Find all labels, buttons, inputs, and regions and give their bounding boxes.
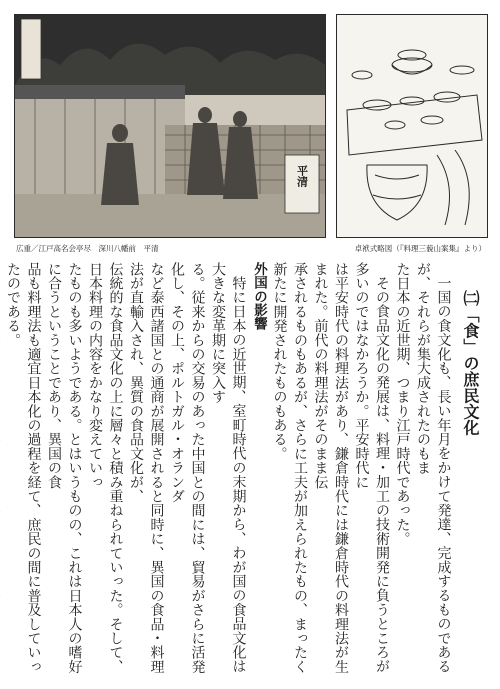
body-paragraph: る。従来からの交易のあった中国との間には、貿易がさらに活発化し、その上、ポルトガル・オランダ [169, 262, 206, 674]
body-paragraph: は平安時代の料理法があり、鎌倉時代には鎌倉時代の料理法が生まれた。前代の料理法がそのまま伝 [312, 262, 349, 674]
body-paragraph: たものも多いようである。とはいうものの、これは日本人の嗜好に合うということであり、異国の食 [46, 262, 83, 674]
table-layout-figure [336, 14, 488, 238]
right-figure-caption [324, 243, 486, 255]
print-seal-text: 平清 [295, 165, 309, 187]
body-paragraph: 一国の食文化も、長い年月をかけて発達、完成するものであるが、それらが集大成されたのもま [415, 262, 452, 674]
vertical-body-text [5, 262, 486, 676]
woodblock-print-illustration [15, 15, 325, 237]
section-title: ㈡「食」の庶民文化 [461, 290, 480, 436]
body-paragraph: 承されるものもあるが、さらに工夫が加えられたもの、まったく新たに開発されたものもある。 [271, 262, 308, 674]
left-figure-caption-text: 広重／江戸高名会亭尽 深川八幡前 平清 [16, 244, 159, 253]
body-paragraph: その食品文化の発展は、料理・加工の技術開発に負うところが多いのではなかろうか。平安時代に [353, 262, 390, 674]
body-paragraph: 特に日本の近世期、室町時代の末期から、わが国の食品文化は大きな変革期に突入す [210, 262, 247, 674]
right-figure-caption-text: 卓袱式略図（『料理三藐山案集』より） [354, 244, 486, 253]
woodblock-print-figure [14, 14, 326, 238]
body-paragraph: た日本の近世期、つまり江戸時代であった。 [394, 262, 411, 546]
body-paragraph: など泰西諸国との通商が展開されると同時に、異国の食品・料理法が直輸入され、異質の食品文化が、 [128, 262, 165, 674]
subheading-foreign-influence: 外国の影響 [251, 262, 267, 331]
body-paragraph: 伝統的な食品文化の上に層々と積み重ねられていった。そして、日本料理の内容をかなり変えていっ [87, 262, 124, 674]
left-figure-caption [16, 243, 326, 255]
table-layout-illustration [337, 15, 487, 237]
body-paragraph: 品も料理法も適宜日本化の過程を経て、庶民の間に普及していったのである。 [5, 262, 42, 674]
body-paragraph [0, 262, 3, 676]
